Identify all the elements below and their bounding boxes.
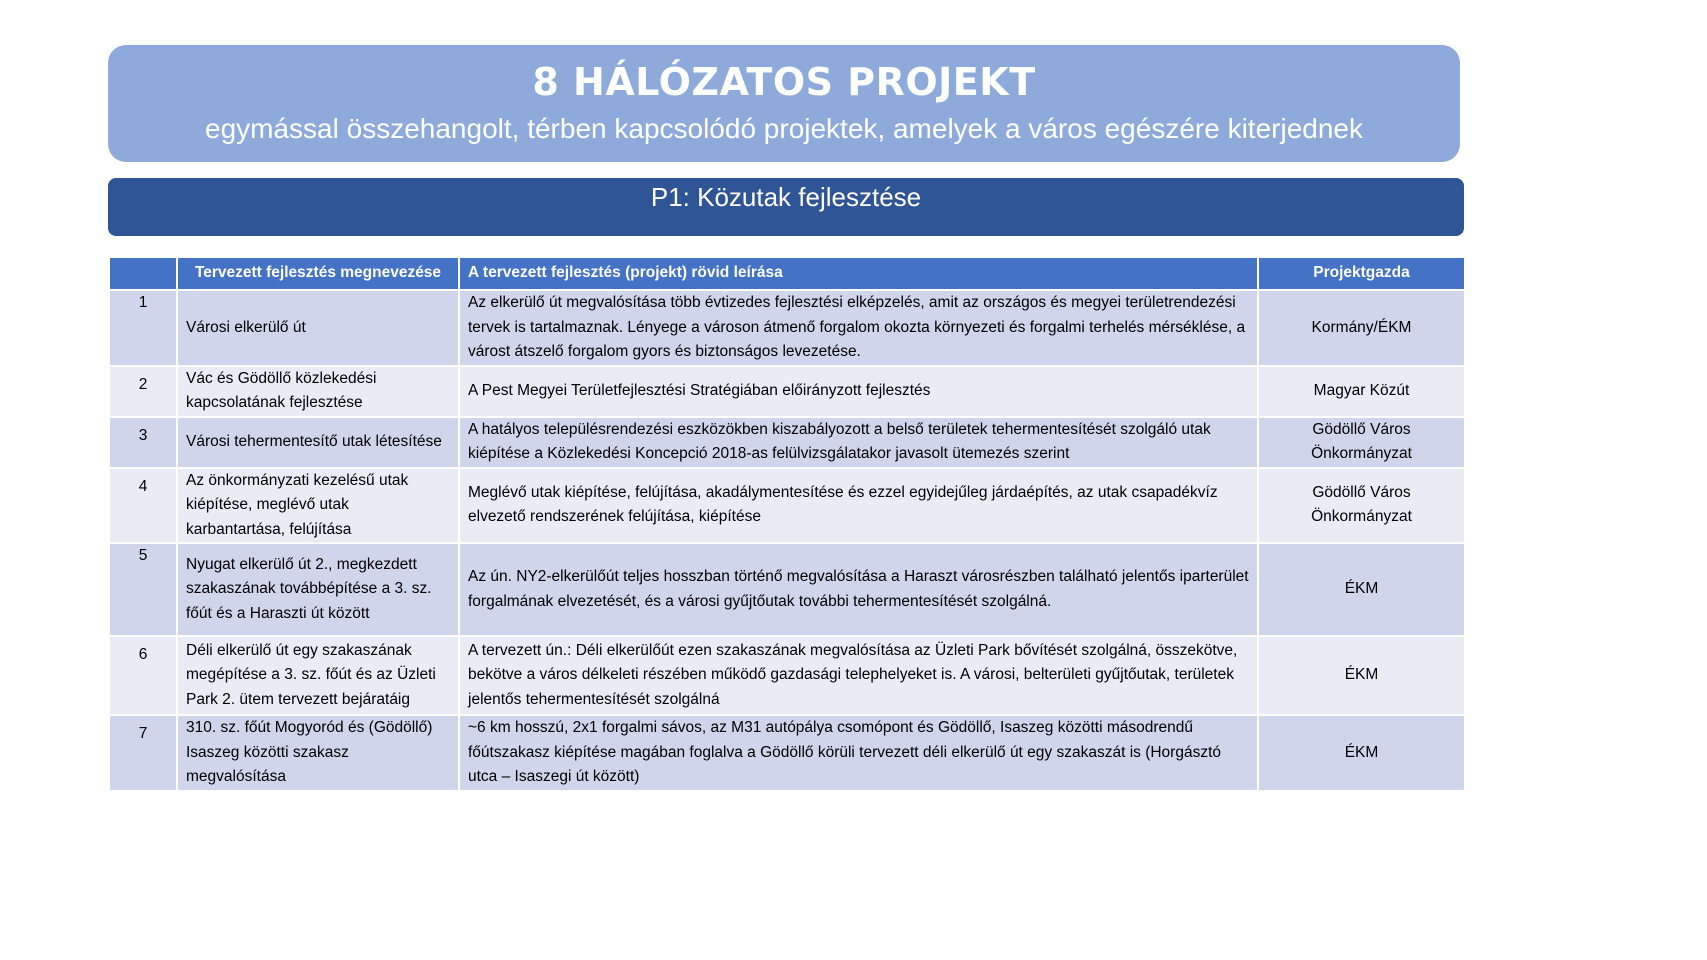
project-name: Vác és Gödöllő közlekedési kapcsolatának fejlesztése bbox=[177, 366, 459, 417]
section-title: P1: Közutak fejlesztése bbox=[650, 182, 922, 212]
row-number: 4 bbox=[109, 468, 177, 544]
project-owner: Gödöllő Város Önkormányzat bbox=[1258, 468, 1465, 544]
project-owner: Magyar Közút bbox=[1258, 366, 1465, 417]
table-row bbox=[109, 715, 1465, 791]
project-owner: Gödöllő Város Önkormányzat bbox=[1258, 417, 1465, 468]
project-name: Déli elkerülő út egy szakaszának megépítése a 3. sz. főút és az Üzleti Park 2. ütem tervezett bejáratáig bbox=[177, 636, 459, 715]
row-number: 1 bbox=[109, 290, 177, 366]
table-row bbox=[109, 366, 1465, 417]
project-description: A Pest Megyei Területfejlesztési Stratégiában előirányzott fejlesztés bbox=[459, 366, 1258, 417]
row-number: 5 bbox=[109, 543, 177, 636]
section-banner bbox=[108, 178, 1464, 236]
table-header-row bbox=[109, 257, 1465, 290]
row-number: 2 bbox=[109, 366, 177, 417]
project-description: Az elkerülő út megvalósítása több évtizedes fejlesztési elképzelés, amit az országos és megyei területrendezési tervek is tartalmaznak. Lényege a városon átmenő forgalom okozta környezeti és forgalmi terhelés mérséklése, a várost átszelő forgalom gyors és biztonságos levezetése. bbox=[459, 290, 1258, 366]
table-row bbox=[109, 417, 1465, 468]
header-description: A tervezett fejlesztés (projekt) rövid leírása bbox=[459, 257, 1258, 290]
project-name: 310. sz. főút Mogyoród és (Gödöllő) Isaszeg közötti szakasz megvalósítása bbox=[177, 715, 459, 791]
project-description: A tervezett ún.: Déli elkerülőút ezen szakaszának megvalósítása az Üzleti Park bővítését szolgálná, összekötve, bekötve a város délkeleti részében működő gazdasági telephelyeket is. A városi, belterületi gyűjtőutak, területek jelentős tehermentesítését szolgálná bbox=[459, 636, 1258, 715]
project-name: Nyugat elkerülő út 2., megkezdett szakaszának továbbépítése a 3. sz. főút és a Haraszti út között bbox=[177, 543, 459, 636]
project-owner: ÉKM bbox=[1258, 543, 1465, 636]
header-number bbox=[109, 257, 177, 290]
project-name: Városi tehermentesítő utak létesítése bbox=[177, 417, 459, 468]
project-description: Meglévő utak kiépítése, felújítása, akadálymentesítése és ezzel egyidejűleg járdaépítés, az utak csapadékvíz elvezető rendszerének felújítása, kiépítése bbox=[459, 468, 1258, 544]
table-row bbox=[109, 290, 1465, 366]
row-number: 6 bbox=[109, 636, 177, 715]
project-description: ~6 km hosszú, 2x1 forgalmi sávos, az M31 autópálya csomópont és Gödöllő, Isaszeg közötti másodrendű főútszakasz kiépítése magában foglalva a Gödöllő körüli tervezett déli elkerülő út egy szakaszát is (Horgásztó utca – Isaszegi út között) bbox=[459, 715, 1258, 791]
project-name: Városi elkerülő út bbox=[177, 290, 459, 366]
title-header bbox=[108, 45, 1460, 162]
table-row bbox=[109, 543, 1465, 636]
project-description: Az ún. NY2-elkerülőút teljes hosszban történő megvalósítása a Haraszt városrészben található jelentős iparterület forgalmának elvezetését, és a városi gyűjtőutak további tehermentesítését szolgálná. bbox=[459, 543, 1258, 636]
page-subtitle: egymással összehangolt, térben kapcsolódó projektek, amelyek a város egészére kiterjednek bbox=[205, 113, 1363, 144]
projects-table bbox=[108, 256, 1466, 792]
project-owner: ÉKM bbox=[1258, 636, 1465, 715]
table-row bbox=[109, 636, 1465, 715]
project-owner: Kormány/ÉKM bbox=[1258, 290, 1465, 366]
project-name: Az önkormányzati kezelésű utak kiépítése, meglévő utak karbantartása, felújítása bbox=[177, 468, 459, 544]
table-row bbox=[109, 468, 1465, 544]
project-owner: ÉKM bbox=[1258, 715, 1465, 791]
row-number: 7 bbox=[109, 715, 177, 791]
header-owner: Projektgazda bbox=[1258, 257, 1465, 290]
header-name: Tervezett fejlesztés megnevezése bbox=[177, 257, 459, 290]
row-number: 3 bbox=[109, 417, 177, 468]
page-title: 8 HÁLÓZATOS PROJEKT bbox=[532, 60, 1036, 104]
project-description: A hatályos településrendezési eszközökben kiszabályozott a belső területek tehermentesítését szolgáló utak kiépítése a Közlekedési Koncepció 2018-as felülvizsgálatakor javasolt ütemezés szerint bbox=[459, 417, 1258, 468]
